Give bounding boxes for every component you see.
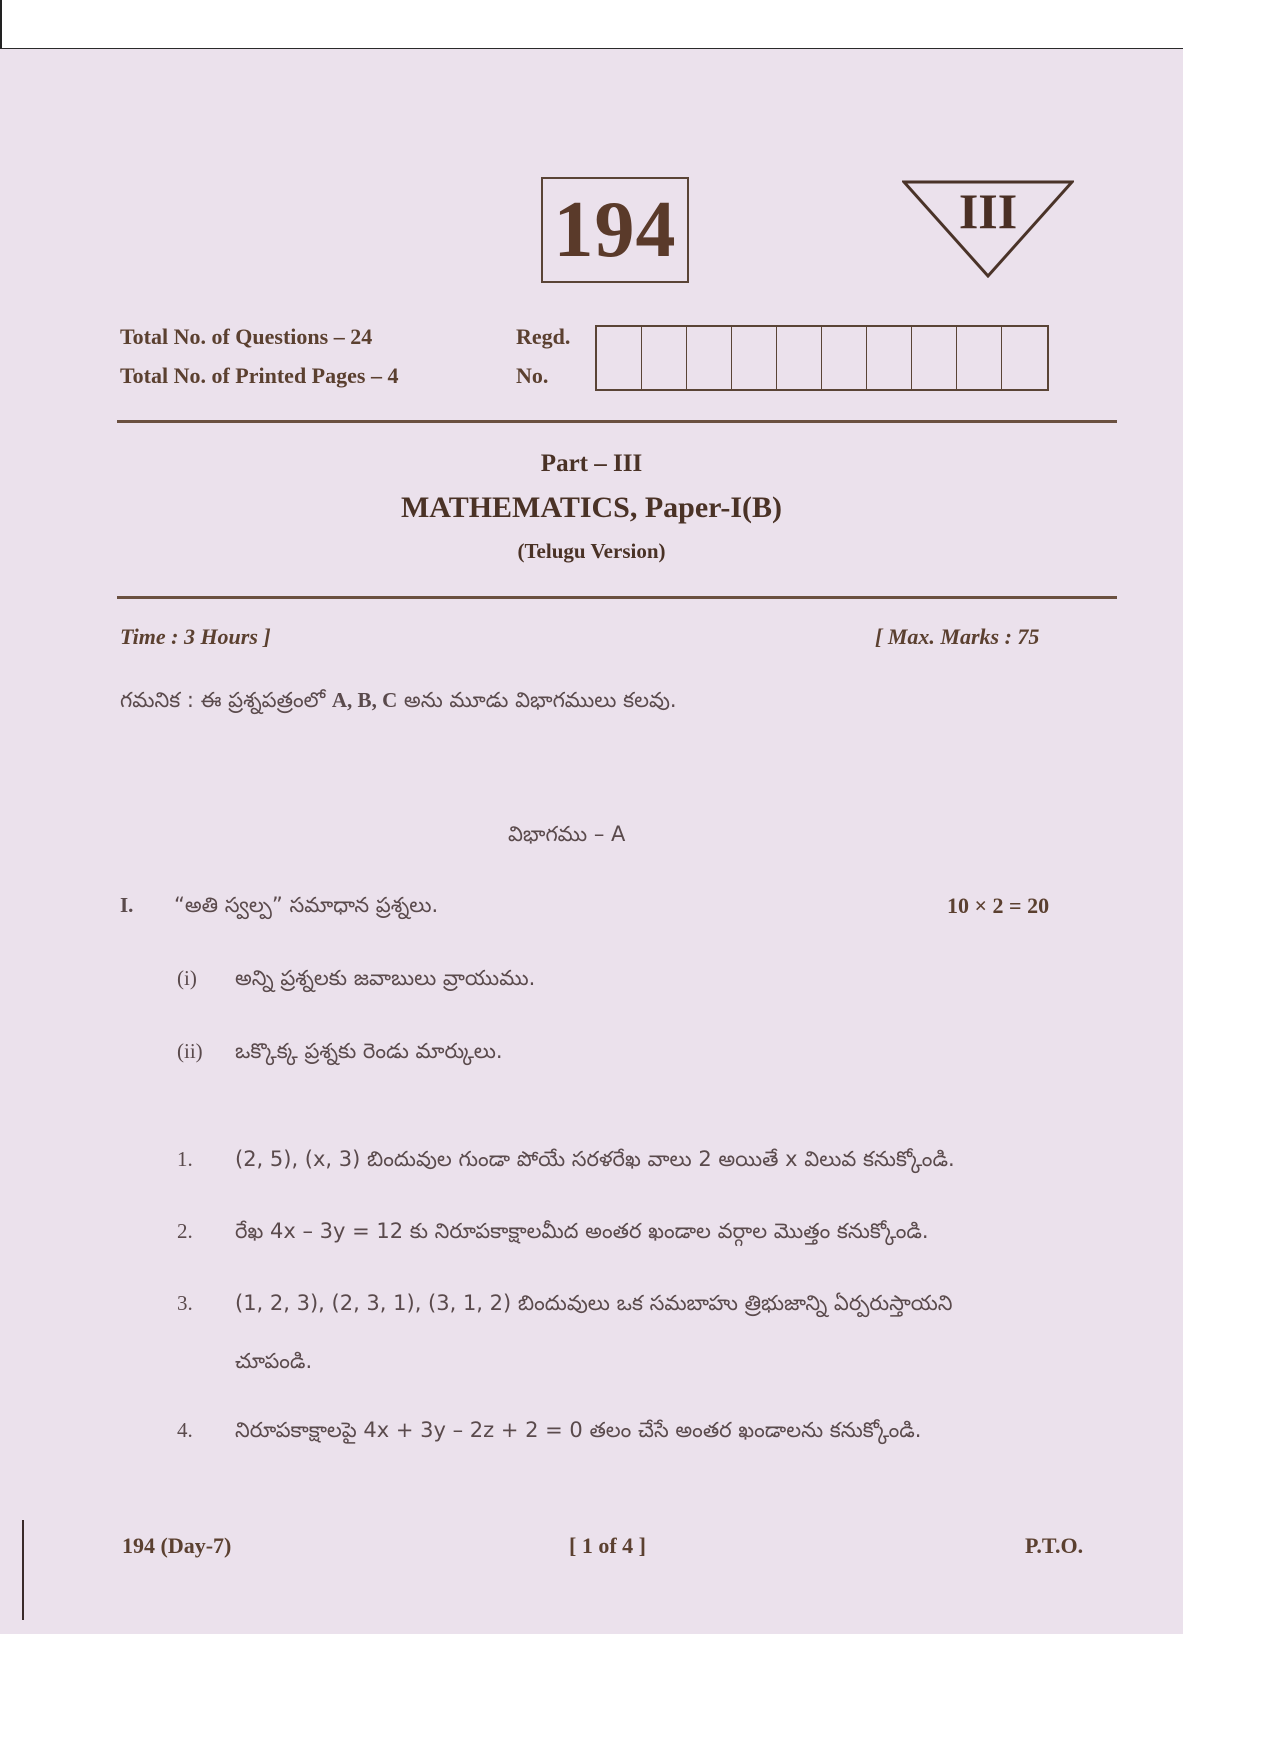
total-pages: Total No. of Printed Pages – 4 bbox=[120, 363, 399, 388]
question-item bbox=[177, 1219, 929, 1249]
regd-digit-box[interactable] bbox=[642, 327, 687, 389]
question-text: నిరూపకాక్షాలపై 4x + 3y – 2z + 2 = 0 తలం చేసే అంతర ఖండాలను కనుక్కోండి. bbox=[235, 1418, 922, 1442]
total-questions: Total No. of Questions – 24 bbox=[120, 324, 373, 349]
header-divider bbox=[117, 420, 1117, 423]
section-a-heading: విభాగము – A bbox=[508, 822, 626, 846]
question-text: రేఖ 4x – 3y = 12 కు నిరూపకాక్షాలమీద అంతర ఖండాల వర్గాల మొత్తం కనుక్కోండి. bbox=[235, 1219, 929, 1243]
regd-label: Regd. bbox=[516, 324, 571, 349]
footer-pto: P.T.O. bbox=[1025, 1533, 1084, 1558]
regd-no-label: No. bbox=[516, 363, 549, 388]
title-divider bbox=[117, 596, 1117, 599]
note-suffix: అను మూడు విభాగములు కలవు. bbox=[397, 688, 677, 712]
note-prefix: గమనిక : ఈ ప్రశ్నపత్రంలో bbox=[120, 688, 332, 712]
regd-digit-box[interactable] bbox=[597, 327, 642, 389]
regd-digit-box[interactable] bbox=[777, 327, 822, 389]
scan-edge bbox=[0, 0, 2, 48]
note-sections: A, B, C bbox=[331, 688, 398, 712]
regd-digit-box[interactable] bbox=[867, 327, 912, 389]
question-item bbox=[177, 1418, 921, 1448]
roman-numeral: I. bbox=[120, 893, 134, 917]
general-note bbox=[120, 688, 677, 718]
question-number: 3. bbox=[177, 1291, 193, 1315]
rule-label: (ii) bbox=[177, 1039, 203, 1063]
question-number: 2. bbox=[177, 1219, 193, 1243]
section-marks: 10 × 2 = 20 bbox=[947, 893, 1050, 918]
rule-text: అన్ని ప్రశ్నలకు జవాబులు వ్రాయుము. bbox=[235, 966, 536, 990]
regd-digit-box[interactable] bbox=[822, 327, 867, 389]
question-item bbox=[177, 1147, 955, 1177]
paper-code-box bbox=[541, 177, 689, 283]
question-text: (2, 5), (x, 3) బిందువుల గుండా పోయే సరళరేఖ వాలు 2 అయితే x విలువ కనుక్కోండి. bbox=[235, 1147, 955, 1171]
group-instruction: “అతి స్వల్ప” సమాధాన ప్రశ్నలు. bbox=[174, 893, 439, 917]
regd-digit-box[interactable] bbox=[687, 327, 732, 389]
question-continuation: చూపండి. bbox=[235, 1349, 313, 1373]
max-marks: [ Max. Marks : 75 bbox=[875, 624, 1040, 649]
margin-mark bbox=[22, 1520, 24, 1620]
regd-digit-box[interactable] bbox=[1002, 327, 1047, 389]
set-marker-label: III bbox=[958, 183, 1018, 239]
instruction-rule bbox=[177, 966, 535, 996]
regd-digit-box[interactable] bbox=[957, 327, 1002, 389]
version-label: (Telugu Version) bbox=[517, 539, 666, 563]
paper-code: 194 bbox=[553, 185, 677, 274]
registration-number-boxes bbox=[595, 325, 1049, 391]
question-number: 4. bbox=[177, 1418, 193, 1442]
footer-paper-id: 194 (Day-7) bbox=[122, 1533, 232, 1558]
question-number: 1. bbox=[177, 1147, 193, 1171]
part-title: Part – III bbox=[540, 450, 643, 477]
footer-page-number: [ 1 of 4 ] bbox=[569, 1533, 646, 1558]
rule-label: (i) bbox=[177, 966, 197, 990]
instruction-rule bbox=[177, 1039, 503, 1069]
question-group-i bbox=[120, 893, 438, 923]
question-text: (1, 2, 3), (2, 3, 1), (3, 1, 2) బిందువులు ఒక సమబాహు త్రిభుజాన్ని ఏర్పరుస్తాయని bbox=[235, 1291, 953, 1315]
exam-time: Time : 3 Hours ] bbox=[120, 624, 271, 649]
regd-digit-box[interactable] bbox=[732, 327, 777, 389]
subject-title: MATHEMATICS, Paper-I(B) bbox=[400, 491, 783, 524]
regd-digit-box[interactable] bbox=[912, 327, 957, 389]
question-item bbox=[177, 1291, 953, 1321]
rule-text: ఒక్కొక్క ప్రశ్నకు రెండు మార్కులు. bbox=[235, 1039, 503, 1063]
